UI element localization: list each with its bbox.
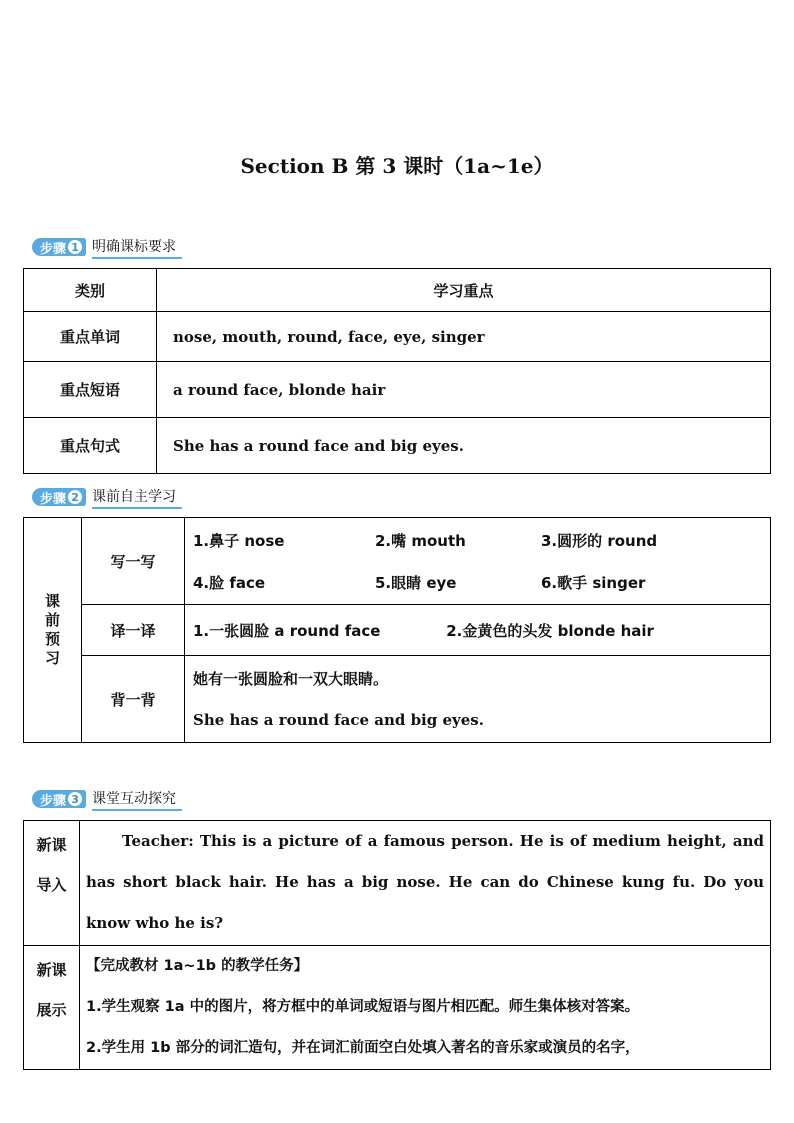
intro-label: 新课导入 <box>24 821 80 946</box>
recite-label: 背一背 <box>82 656 185 743</box>
step-badge: 步骤 2 <box>32 488 86 506</box>
step-title: 课前自主学习 <box>92 486 182 509</box>
header-category: 类别 <box>24 269 157 312</box>
step-title: 明确课标要求 <box>92 236 182 259</box>
table-row: 重点句式 She has a round face and big eyes. <box>24 418 771 474</box>
classroom-table <box>23 820 771 1070</box>
objectives-table <box>23 268 771 474</box>
recite-lines: 她有一张圆脸和一双大眼睛。 She has a round face and big eyes. <box>185 656 771 743</box>
page-title: Section B 第 3 课时（1a~1e） <box>240 154 554 178</box>
preview-side-label: 课前预习 <box>24 518 82 743</box>
header-focus: 学习重点 <box>157 269 771 312</box>
step-1-header <box>32 237 182 257</box>
preview-table <box>23 517 771 743</box>
step-title: 课堂互动探究 <box>92 788 182 811</box>
table-row: 重点短语 a round face, blonde hair <box>24 362 771 418</box>
table-row: 重点单词 nose, mouth, round, face, eye, singer <box>24 312 771 362</box>
write-items: 1.鼻子 nose 2.嘴 mouth 3.圆形的 round 4.脸 face 5.眼睛 eye 6.歌手 singer <box>185 518 771 605</box>
step-3-header <box>32 789 182 809</box>
step-2-header <box>32 487 182 507</box>
write-label: 写一写 <box>82 518 185 605</box>
translate-items: 1.一张圆脸 a round face 2.金黄色的头发 blonde hair <box>185 605 771 656</box>
step-badge: 步骤 1 <box>32 238 86 256</box>
show-label: 新课展示 <box>24 946 80 1070</box>
translate-label: 译一译 <box>82 605 185 656</box>
show-lines: 【完成教材 1a~1b 的教学任务】 1.学生观察 1a 中的图片，将方框中的单词或短语与图片相匹配。师生集体核对答案。 2.学生用 1b 部分的词汇造句，并在词汇前面空白处填入著名的音乐家或演员的名字， <box>80 946 771 1070</box>
step-badge: 步骤 3 <box>32 790 86 808</box>
intro-text: Teacher: This is a picture of a famous person. He is of medium height, and has short black hair. He has a big nose. He can do Chinese kung fu. Do you know who he is? <box>80 821 771 946</box>
